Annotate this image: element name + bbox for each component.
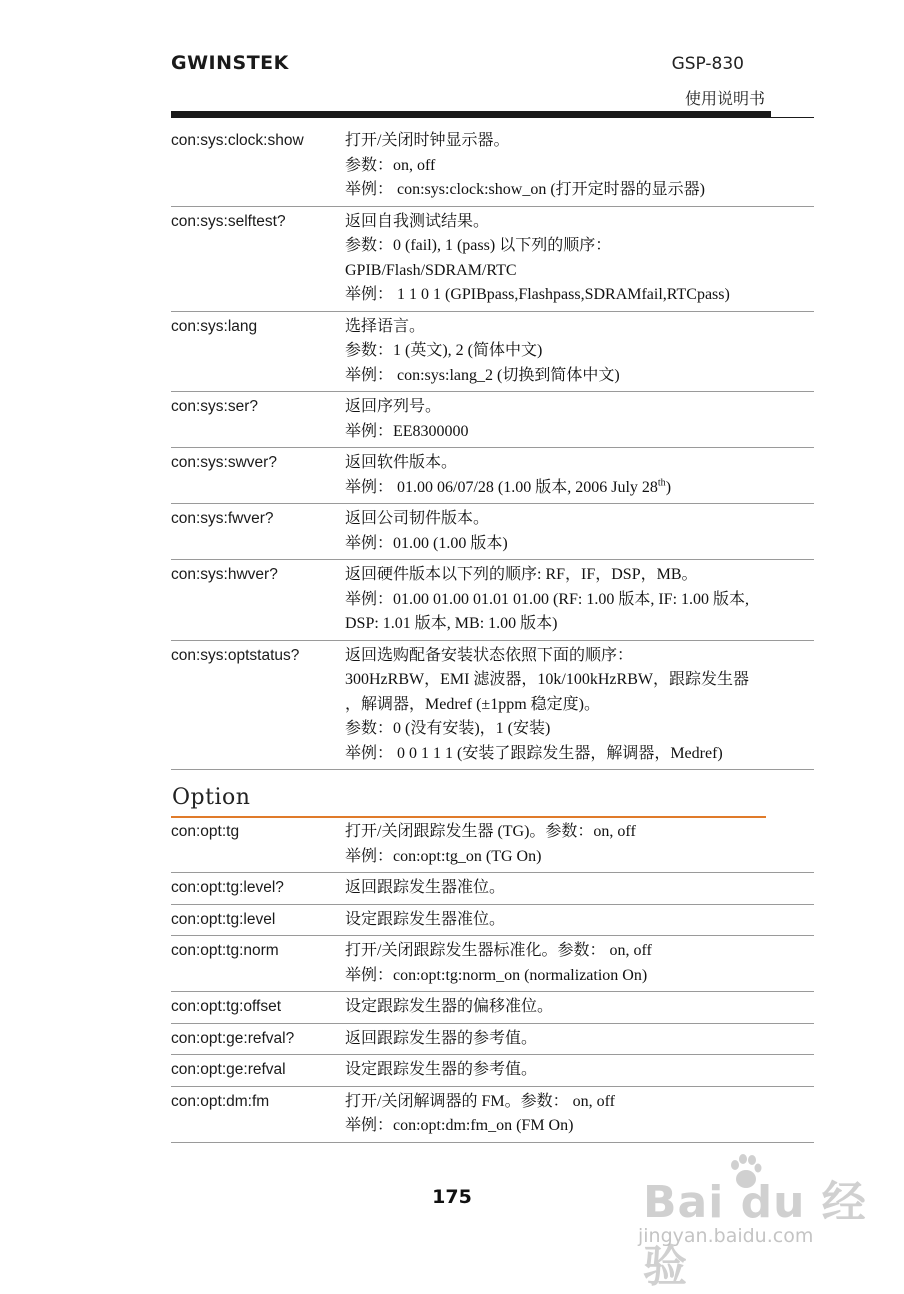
header-rule [171, 111, 771, 118]
command-row [171, 206, 814, 311]
command-description [345, 640, 814, 770]
description-line: 300HzRBW，EMI 滤波器，10k/100kHzRBW，跟踪发生器 [345, 671, 749, 688]
description-line: 举例：con:opt:tg_on (TG On) [345, 847, 542, 865]
description-line: 举例：con:opt:dm:fm_on (FM On) [345, 1117, 574, 1134]
command-description [345, 1055, 814, 1087]
command-name: con:opt:tg [171, 817, 345, 873]
description-line: 选择语言。 [345, 317, 426, 335]
command-description [345, 936, 814, 992]
description-line: 返回公司韧件版本。 [345, 510, 490, 527]
command-description [345, 448, 814, 504]
command-row [171, 392, 814, 448]
description-line: 返回自我测试结果。 [345, 212, 490, 230]
command-name: con:opt:tg:level? [171, 873, 345, 905]
command-name: con:opt:dm:fm [171, 1086, 345, 1142]
command-row [171, 311, 814, 392]
description-line [345, 476, 814, 501]
command-name: con:sys:hwver? [171, 560, 345, 641]
command-row [171, 904, 814, 936]
description-line: 参数：1 (英文), 2 (简体中文) [345, 342, 543, 359]
description-line: 设定跟踪发生器的参考值。 [345, 1061, 538, 1078]
watermark-url: jingyan.baidu.com [638, 1225, 814, 1247]
header-rule-thin [771, 117, 814, 118]
command-description [345, 1086, 814, 1142]
description-line: 返回序列号。 [345, 398, 442, 415]
manual-subtitle: 使用说明书 [684, 89, 765, 108]
command-name: con:sys:lang [171, 311, 345, 392]
command-name: con:opt:tg:norm [171, 936, 345, 992]
description-line: 返回硬件版本以下列的顺序: RF，IF，DSP，MB。 [345, 566, 698, 583]
command-description [345, 206, 814, 311]
command-row [171, 1023, 814, 1055]
description-line: 返回选购配备安装状态依照下面的顺序： [345, 646, 634, 664]
command-row [171, 992, 814, 1024]
command-row [171, 504, 814, 560]
command-description [345, 992, 814, 1024]
description-line: 举例：01.00 (1.00 版本) [345, 534, 508, 552]
command-description [345, 817, 814, 873]
description-line: 举例： con:sys:clock:show_on (打开定时器的显示器) [345, 181, 705, 198]
command-description [345, 392, 814, 448]
command-name: con:sys:fwver? [171, 504, 345, 560]
command-description [345, 873, 814, 905]
description-line: 参数：on, off [345, 156, 436, 174]
description-line: 举例： con:sys:lang_2 (切换到简体中文) [345, 366, 620, 384]
option-commands-table [171, 817, 814, 1143]
section-title: Option [172, 785, 251, 810]
command-row [171, 448, 814, 504]
command-name: con:opt:ge:refval? [171, 1023, 345, 1055]
command-name: con:sys:selftest? [171, 206, 345, 311]
command-row [171, 1086, 814, 1142]
description-line: 返回软件版本。 [345, 454, 458, 471]
description-line: 参数：0 (fail), 1 (pass) 以下列的顺序： [345, 237, 612, 254]
description-line: 举例：01.00 01.00 01.01 01.00 (RF: 1.00 版本, IF: 1.00 版本, [345, 590, 750, 608]
description-line: 打开/关闭跟踪发生器标准化。参数： on, off [345, 942, 652, 959]
description-line: 设定跟踪发生器准位。 [345, 910, 506, 928]
model-number: GSP-830 [671, 54, 744, 74]
description-line: 举例： 1 1 0 1 (GPIBpass,Flashpass,SDRAMfail,RTCpass) [345, 286, 730, 303]
command-name: con:sys:swver? [171, 448, 345, 504]
command-name: con:sys:optstatus? [171, 640, 345, 770]
command-row [171, 1055, 814, 1087]
ordinal-superscript: th [657, 477, 666, 489]
company-logo: GWINSTEK [171, 52, 289, 74]
description-line: ，解调器，Medref (±1ppm 稳定度)。 [345, 695, 600, 713]
description-line: GPIB/Flash/SDRAM/RTC [345, 261, 517, 279]
watermark-main: Bai du 经验 [643, 1177, 867, 1292]
command-name: con:opt:ge:refval [171, 1055, 345, 1087]
command-row [171, 640, 814, 770]
command-description [345, 311, 814, 392]
page-number: 175 [432, 1186, 472, 1208]
description-line: 返回跟踪发生器的参考值。 [345, 1029, 538, 1047]
command-row [171, 936, 814, 992]
description-line: 参数：0 (没有安装)，1 (安装) [345, 720, 551, 737]
command-description [345, 504, 814, 560]
description-line: 打开/关闭跟踪发生器 (TG)。参数：on, off [345, 823, 636, 840]
example-text: 举例： 01.00 06/07/28 (1.00 版本, 2006 July 28 [345, 478, 658, 496]
command-row [171, 560, 814, 641]
command-name: con:sys:clock:show [171, 126, 345, 206]
system-commands-table [171, 126, 814, 770]
command-description [345, 126, 814, 206]
description-line: 返回跟踪发生器准位。 [345, 879, 506, 896]
description-line: 举例：EE8300000 [345, 422, 469, 440]
command-description [345, 904, 814, 936]
description-line: 打开/关闭解调器的 FM。参数： on, off [345, 1092, 615, 1110]
example-text-end: ) [665, 478, 672, 496]
description-line: 举例： 0 0 1 1 1 (安装了跟踪发生器，解调器，Medref) [345, 744, 723, 762]
description-line: DSP: 1.01 版本, MB: 1.00 版本) [345, 615, 558, 632]
description-line: 举例：con:opt:tg:norm_on (normalization On) [345, 966, 648, 984]
command-row [171, 873, 814, 905]
command-name: con:opt:tg:offset [171, 992, 345, 1024]
description-line: 设定跟踪发生器的偏移准位。 [345, 998, 554, 1015]
command-description [345, 1023, 814, 1055]
command-row [171, 817, 814, 873]
command-name: con:opt:tg:level [171, 904, 345, 936]
command-row [171, 126, 814, 206]
command-name: con:sys:ser? [171, 392, 345, 448]
command-description [345, 560, 814, 641]
description-line: 打开/关闭时钟显示器。 [345, 132, 510, 149]
